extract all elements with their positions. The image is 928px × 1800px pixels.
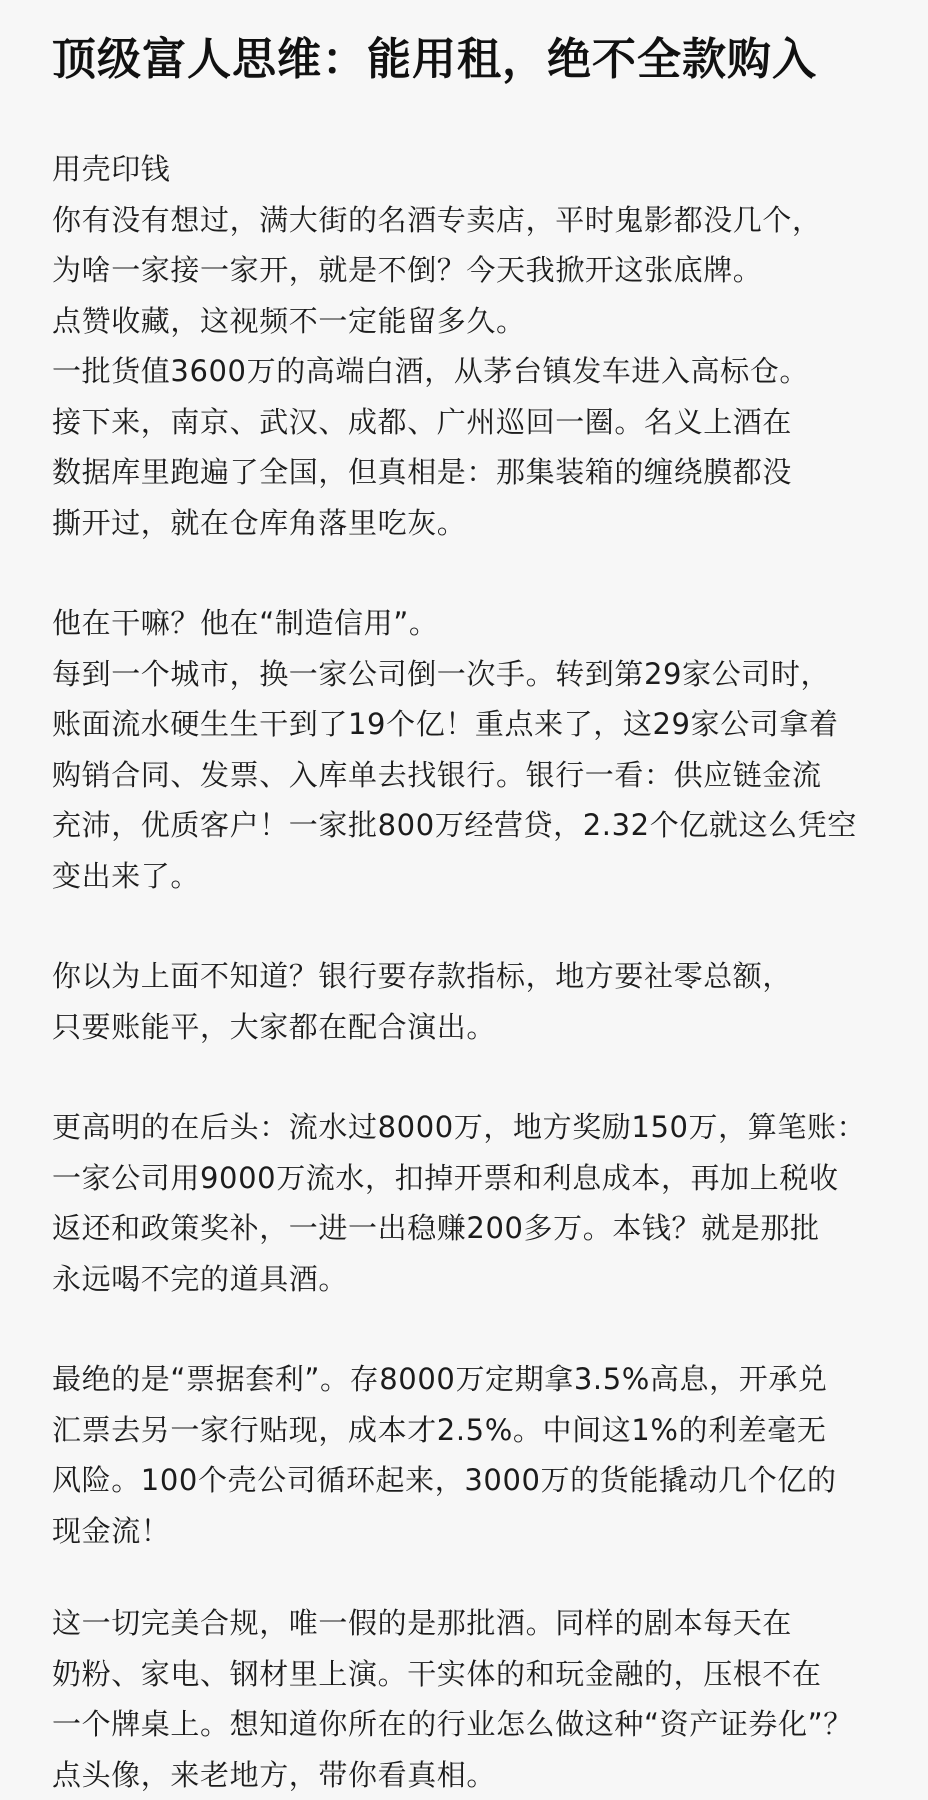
paragraph-line: 他在干嘛？他在“制造信用”。 — [52, 598, 878, 649]
paragraph-3 — [52, 951, 878, 1052]
paragraph-line: 只要账能平，大家都在配合演出。 — [52, 1002, 878, 1053]
paragraph-line: 数据库里跑遍了全国，但真相是：那集装箱的缠绕膜都没 — [52, 447, 878, 498]
paragraph-line: 变出来了。 — [52, 851, 878, 902]
paragraph-line: 永远喝不完的道具酒。 — [52, 1254, 878, 1305]
article-title: 顶级富人思维：能用租，绝不全款购入 — [52, 28, 878, 92]
paragraph-5 — [52, 1354, 878, 1556]
paragraph-line: 撕开过，就在仓库角落里吃灰。 — [52, 498, 878, 549]
paragraph-line: 接下来，南京、武汉、成都、广州巡回一圈。名义上酒在 — [52, 397, 878, 448]
paragraph-line: 一个牌桌上。想知道你所在的行业怎么做这种“资产证券化”？ — [52, 1699, 878, 1750]
paragraph-line: 返还和政策奖补，一进一出稳赚200多万。本钱？就是那批 — [52, 1203, 878, 1254]
paragraph-line: 一家公司用9000万流水，扣掉开票和利息成本，再加上税收 — [52, 1153, 878, 1204]
paragraph-line: 风险。100个壳公司循环起来，3000万的货能撬动几个亿的 — [52, 1455, 878, 1506]
paragraph-line: 点头像，来老地方，带你看真相。 — [52, 1750, 878, 1800]
paragraph-1 — [52, 144, 878, 548]
paragraph-line: 账面流水硬生生干到了19个亿！重点来了，这29家公司拿着 — [52, 699, 878, 750]
paragraph-gap — [52, 548, 878, 598]
paragraph-line: 奶粉、家电、钢材里上演。干实体的和玩金融的，压根不在 — [52, 1649, 878, 1700]
paragraph-gap — [52, 1304, 878, 1354]
paragraph-gap — [52, 1556, 878, 1598]
paragraph-line: 点赞收藏，这视频不一定能留多久。 — [52, 296, 878, 347]
paragraph-line: 你以为上面不知道？银行要存款指标，地方要社零总额， — [52, 951, 878, 1002]
paragraph-line: 为啥一家接一家开，就是不倒？今天我掀开这张底牌。 — [52, 245, 878, 296]
paragraph-line: 这一切完美合规，唯一假的是那批酒。同样的剧本每天在 — [52, 1598, 878, 1649]
paragraph-gap — [52, 901, 878, 951]
paragraph-line: 更高明的在后头：流水过8000万，地方奖励150万，算笔账： — [52, 1102, 878, 1153]
paragraph-line: 你有没有想过，满大街的名酒专卖店，平时鬼影都没几个， — [52, 195, 878, 246]
paragraph-line: 最绝的是“票据套利”。存8000万定期拿3.5%高息，开承兑 — [52, 1354, 878, 1405]
paragraph-line: 现金流！ — [52, 1506, 878, 1557]
paragraph-line: 一批货值3600万的高端白酒，从茅台镇发车进入高标仓。 — [52, 346, 878, 397]
paragraph-2 — [52, 598, 878, 901]
paragraph-line: 用壳印钱 — [52, 144, 878, 195]
paragraph-4 — [52, 1102, 878, 1304]
paragraph-6 — [52, 1598, 878, 1800]
paragraph-line: 购销合同、发票、入库单去找银行。银行一看：供应链金流 — [52, 750, 878, 801]
paragraph-line: 每到一个城市，换一家公司倒一次手。转到第29家公司时， — [52, 649, 878, 700]
paragraph-line: 汇票去另一家行贴现，成本才2.5%。中间这1%的利差毫无 — [52, 1405, 878, 1456]
paragraph-line: 充沛，优质客户！一家批800万经营贷，2.32个亿就这么凭空 — [52, 800, 878, 851]
paragraph-gap — [52, 1052, 878, 1102]
